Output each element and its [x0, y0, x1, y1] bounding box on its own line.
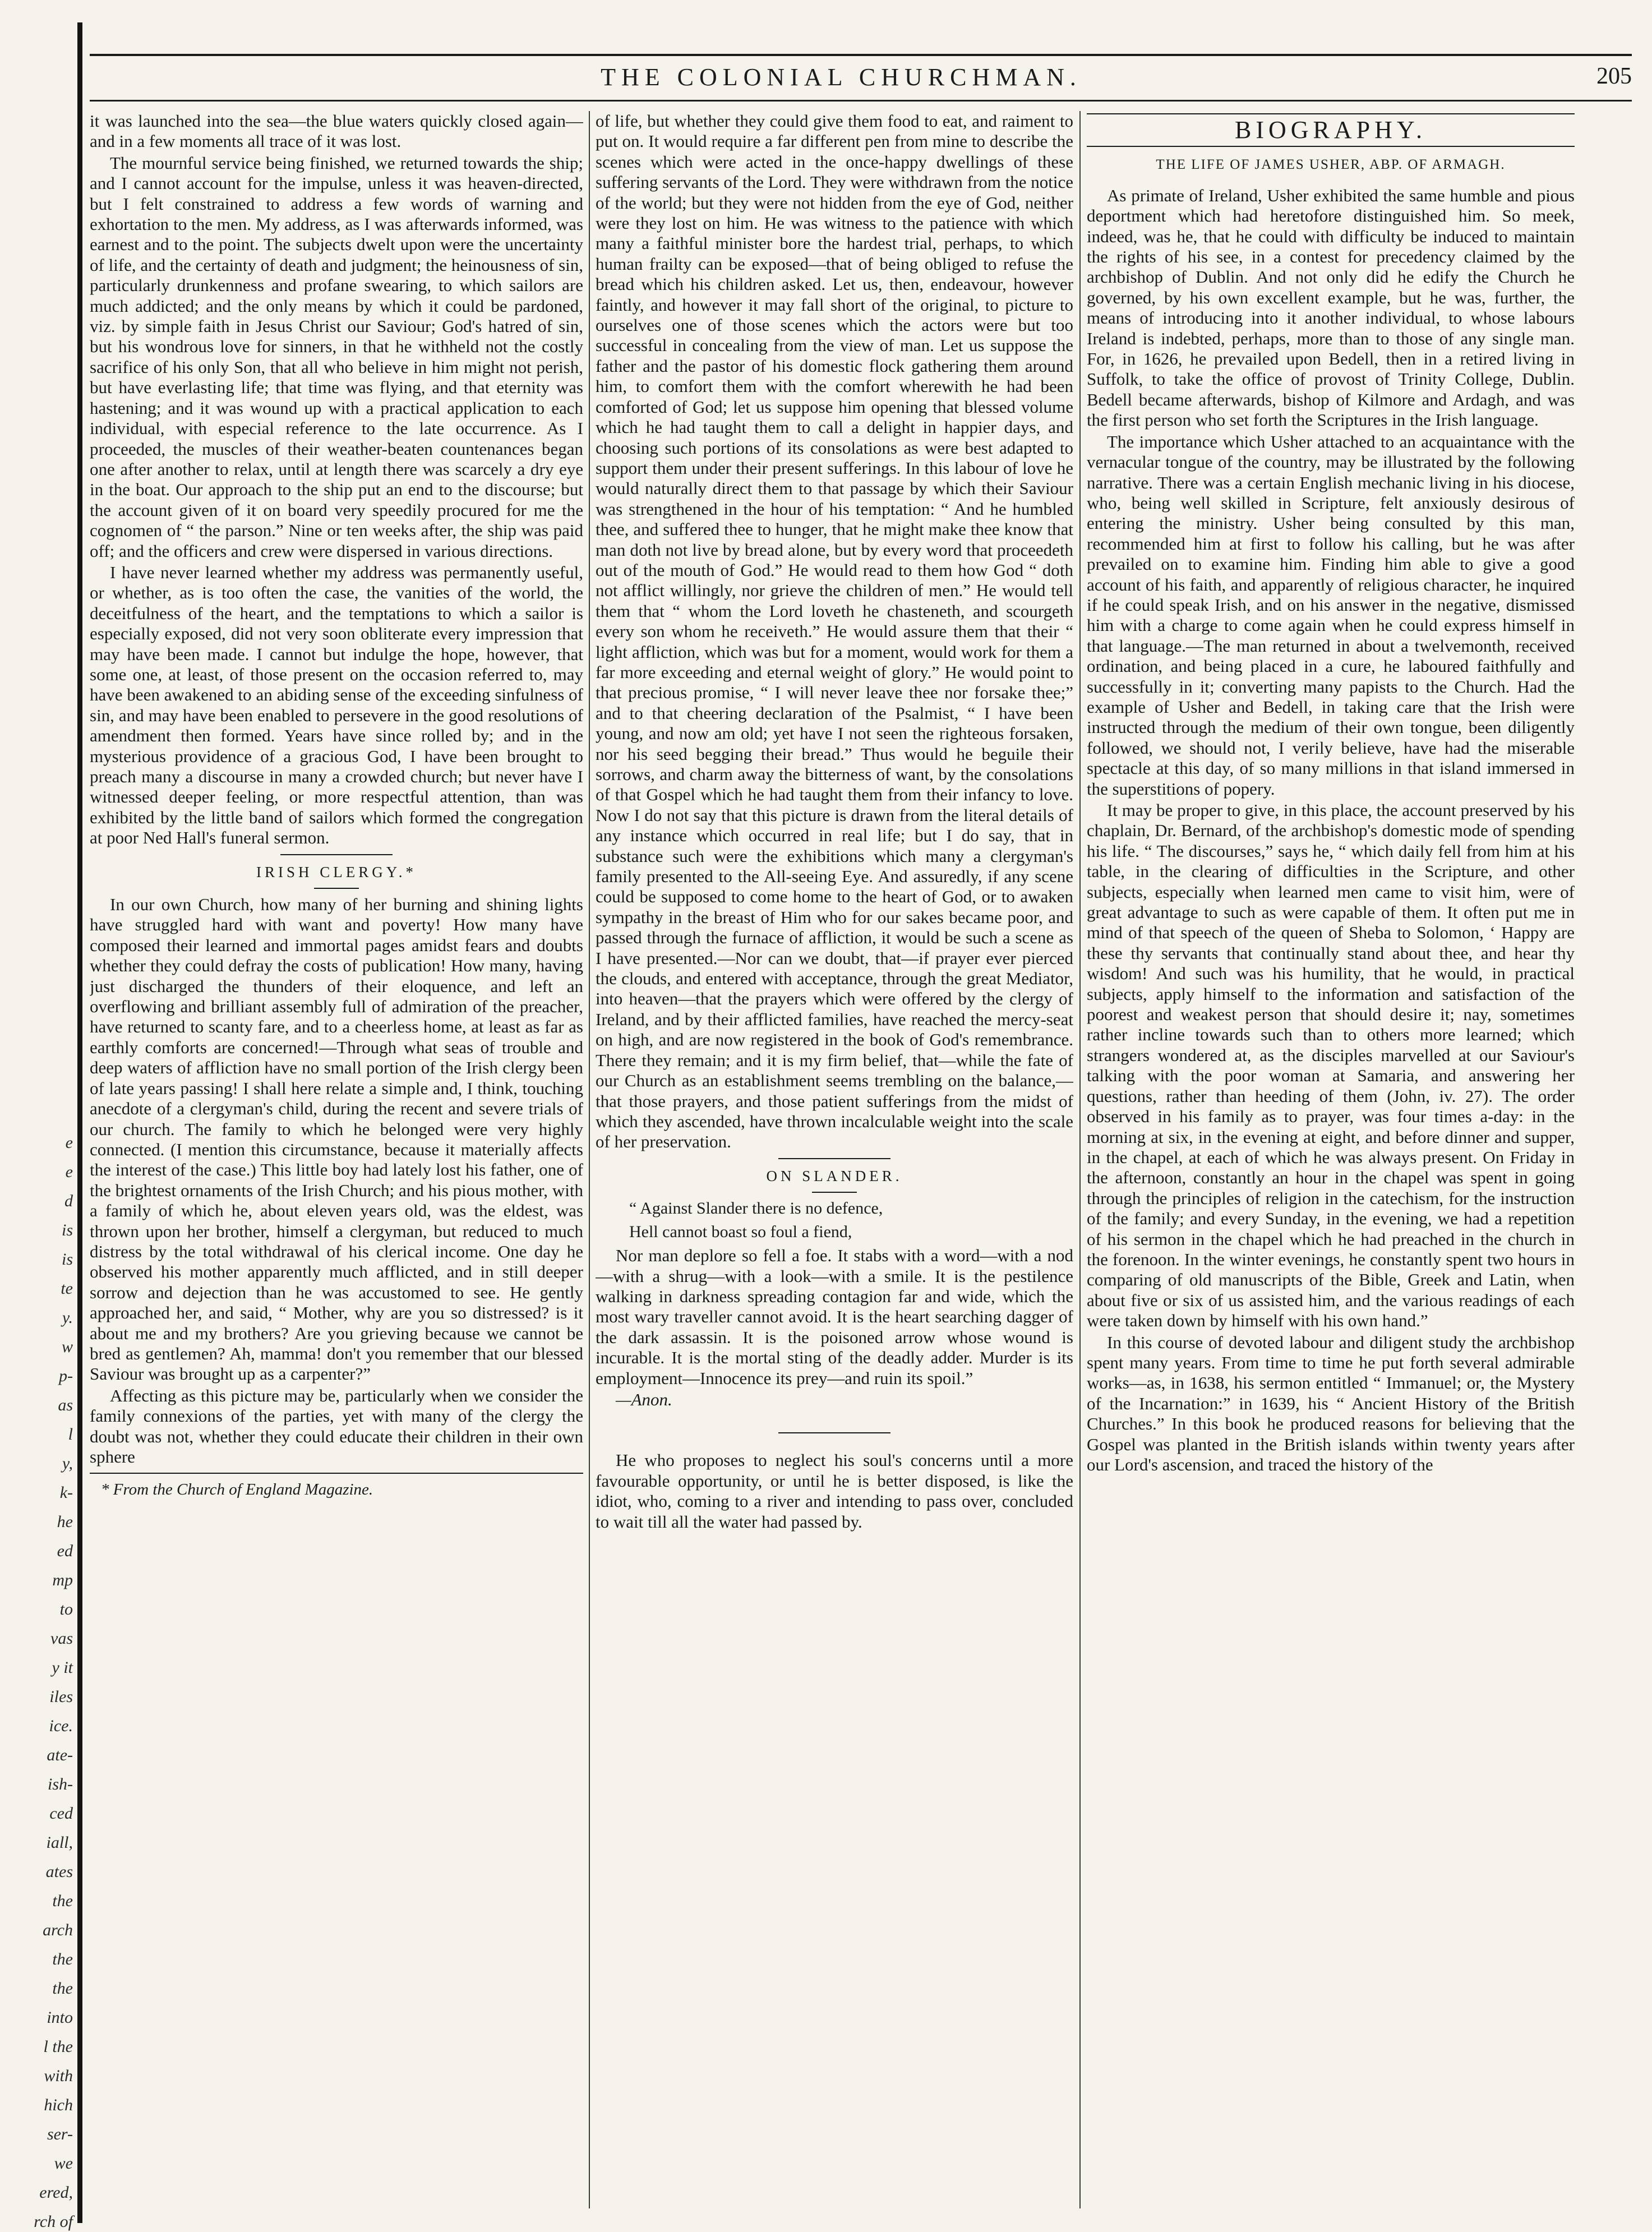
section-divider [778, 1158, 890, 1159]
margin-fragment: is [61, 1250, 73, 1269]
paragraph: He who proposes to neglect his soul's concerns until a more favourable opportunity, or until he is better disposed, is like the idiot, who, coming to a river and intending to pass over, concluded to wait till all the water had passed by. [596, 1450, 1073, 1532]
margin-fragment: ser- [47, 2125, 73, 2143]
paragraph: In our own Church, how many of her burning and shining lights have struggled hard with want and poverty! How many have composed their learned and immortal pages amidst fears and doubts whether they could defray the costs of publication! How many, having just discharged the thunders of their eloquence, and left an overflowing and brilliant assembly full of admiration of the preacher, have returned to scanty fare, and to a cheerless home, at least as far as earthly comforts are concerned!—Through what seas of trouble and deep waters of affliction have no small portion of the Irish clergy been of late years passing! I shall here relate a simple and, I think, touching anecdote of a clergyman's child, during the recent and severe trials of our church. The family to which he belonged were very highly connected. (I mention this circumstance, because it materially affects the interest of the case.) This little boy had lately lost his father, one of the brightest ornaments of the Irish Church; and his pious mother, with a family of which he, about eleven years old, was the eldest, was thrown upon her brother, himself a clergyman, but reduced to much distress by the total withdrawal of his clerical income. One day he observed his mother apparently much afflicted, and in still deeper sorrow and dejection than he was accustomed to see. He gently approached her, and said, “ Mother, why are you so distressed? is it about me and my brothers? Are you grieving because we cannot be bred as gentlemen? Ah, mamma! don't you remember that our blessed Saviour was brought up as a carpenter?” [90, 894, 583, 1384]
biography-title: BIOGRAPHY. [1234, 116, 1427, 144]
margin-fragment: rch of [34, 2212, 73, 2231]
margin-fragment: is [61, 1221, 73, 1239]
poem-line: “ Against Slander there is no defence, [629, 1199, 883, 1218]
margin-fragment: ced [49, 1804, 73, 1823]
header-top-rule [90, 54, 1632, 56]
margin-fragment: hich [44, 2096, 73, 2114]
margin-fragment: te [61, 1279, 73, 1298]
section-divider [812, 1192, 857, 1193]
margin-fragment: iall, [46, 1833, 73, 1852]
margin-fragment: ates [45, 1862, 73, 1881]
paragraph: Nor man deplore so fell a foe. It stabs with a word—with a nod—with a shrug—with a look—with a smile. It is the pestilence walking in darkness spreading contagion far and wide, which the most wary traveller cannot avoid. It is the heart searching dagger of the dark assassin. It is the poisoned arrow whose wound is incurable. It is the mortal sting of the deadly adder. Murder is its employment—Innocence its prey—and ruin its spoil.” [596, 1246, 1073, 1388]
margin-fragment: d [64, 1192, 73, 1210]
paragraph: it was launched into the sea—the blue waters quickly closed again—and in a few moments all trace of it was lost. [90, 111, 583, 151]
attribution: —Anon. [616, 1389, 672, 1409]
paragraph: In this course of devoted labour and diligent study the archbishop spent many years. From time to time he put forth several admirable works—as, in 1638, his sermon entitled “ Immanuel; or, the Mystery of the Incarnation:” in 1639, his “ Ancient History of the British Churches.” In this book he produced reasons for believing that the Gospel was planted in the British islands within twenty years after our Lord's ascension, and traced the history of the [1087, 1332, 1575, 1474]
margin-fragment: y it [52, 1658, 73, 1677]
margin-fragment: mp [52, 1571, 73, 1589]
margin-fragment: l the [43, 2037, 73, 2056]
section-title-on-slander: ON SLANDER. [766, 1167, 903, 1184]
margin-fragment: y, [62, 1454, 73, 1473]
header-bottom-rule [90, 100, 1632, 102]
biography-subtitle: THE LIFE OF JAMES USHER, ABP. OF ARMAGH. [1156, 157, 1506, 173]
masthead-title: THE COLONIAL CHURCHMAN. [601, 63, 1082, 91]
paragraph: The mournful service being finished, we returned towards the ship; and I cannot account for the impulse, unless it was heaven-directed, but I felt constrained to address a few words of warning and exhortation to the men. My address, as I was afterwards informed, was earnest and to the point. The subjects dwelt upon were the uncertainty of life, and the certainty of death and judgment; the heinousness of sin, particularly drunkenness and profane swearing, to which sailors are much addicted; and the only means by which it could be pardoned, viz. by simple faith in Jesus Christ our Saviour; God's hatred of sin, but his wondrous love for sinners, in that he withheld not the costly sacrifice of his only Son, that all who believe in him might not perish, but have everlasting life; that time was flying, and that eternity was hastening; and it was wound up with a practical application to each individual, with especial reference to the late occurrence. As I proceeded, the muscles of their weather-beaten countenances began one after another to relax, until at length there was scarcely a dry eye in the boat. Our approach to the ship put an end to the discourse; but the account given of it on board very speedily procured for me the cognomen of “ the parson.” Nine or ten weeks after, the ship was paid off; and the officers and crew were dispersed in various directions. [90, 153, 583, 561]
paragraph: of life, but whether they could give them food to eat, and raiment to put on. It would require a far different pen from mine to describe the scenes which were acted in the once-happy dwellings of these suffering servants of the Lord. They were withdrawn from the notice of the world; but they were not hidden from the eye of God, neither were they lost on him. He was witness to the patience with which many a faithful minister bore the hardest trial, perhaps, to which human frailty can be exposed—that of being obliged to refuse the bread which his children asked. Let us, then, endeavour, however faintly, and however it may fall short of the original, to picture to ourselves one of those scenes which the actors were but too successful in concealing from the view of man. Let us suppose the father and the pastor of his domestic flock gathering them around him, to comfort them with the comfort wherewith he had been comforted of God; let us suppose him opening that blessed volume which he had taught them to call a delight in happier days, and choosing such portions of its consolations as were best adapted to support them under their present sufferings. In this labour of love he would naturally direct them to that passage by which their Saviour was strengthened in the hour of his temptation: “ And he humbled thee, and suffered thee to hunger, that he might make thee know that man doth not live by bread alone, but by every word that proceedeth out of the mouth of God.” He would read to them how God “ doth not afflict willingly, nor grieve the children of men.” He would tell them that “ whom the Lord loveth he chasteneth, and scourgeth every son whom he receiveth.” He would assure them that their “ light affliction, which was but for a moment, would work for them a far more exceeding and eternal weight of glory.” He would point to that precious promise, “ I will never leave thee nor forsake thee;” and to that cheering declaration of the Psalmist, “ I have been young, and now am old; yet have I not seen the righteous forsaken, nor his seed begging their bread.” Thus would he beguile their sorrows, and charm away the bitterness of want, by the consolations of that Gospel which he had taught them from their infancy to love. Now I do not say that this picture is drawn from the literal details of any instance which occurred in real life; but I do say, that in substance such were the exhibitions which many a clergyman's family presented to the All-seeing Eye. And assuredly, if any scene could be supposed to come home to the heart of God, or to awaken sympathy in the breast of Him who for our sakes became poor, and passed through the furnace of affliction, it would be such a scene as I have presented.—Nor can we doubt, that—if prayer ever pierced the clouds, and entered with acceptance, through the great Mediator, into heaven—that the prayers which were offered by the clergy of Ireland, and by their afflicted families, have reached the mercy-seat on high, and are now registered in the book of God's remembrance. There they remain; and it is my firm belief, that—while the fate of our Church as an establishment seems trembling on the balance,—that those prayers, and those patient sufferings from the midst of which they ascended, have thrown incalculable weight into the scale of her preservation. [596, 111, 1073, 1152]
section-divider [280, 854, 393, 855]
margin-fragment: y. [62, 1308, 73, 1327]
margin-fragment: ish- [48, 1775, 73, 1793]
margin-fragment: we [54, 2154, 73, 2173]
margin-fragment: ice. [49, 1717, 73, 1735]
margin-fragment: p- [59, 1367, 73, 1385]
margin-fragment: ate- [47, 1746, 73, 1764]
margin-fragment: iles [49, 1687, 73, 1706]
margin-fragment: k- [59, 1483, 73, 1502]
paragraph: As primate of Ireland, Usher exhibited the same humble and pious deportment which had heretofore distinguished him. So meek, indeed, was he, that he could with difficulty be induced to maintain the rights of his see, in a contest for precedency claimed by the archbishop of Dublin. And not only did he edify the Church he governed, by his own excellent example, but he was, further, the means of introducing into it another individual, to whose labours Ireland is indebted, perhaps, more than to those of any single man. For, in 1626, he prevailed upon Bedell, then in a retired living in Suffolk, to take the office of provost of Trinity College, Dublin. Bedell became afterwards, bishop of Kilmore and Ardagh, and was the first person who set forth the Scriptures in the Irish language. [1087, 185, 1575, 430]
poem-line: Hell cannot boast so foul a fiend, [629, 1223, 852, 1242]
footnote: * From the Church of England Magazine. [101, 1481, 373, 1499]
margin-fragment: to [59, 1600, 73, 1618]
paragraph: I have never learned whether my address was permanently useful, or whether, as is too often the case, the vanities of the world, the deceitfulness of the heart, and the temptations to which a sailor is especially exposed, did not very soon obliterate every impression that may have been made. I cannot but indulge the hope, however, that some one, at least, of those present on the occasion referred to, may have been awakened to an abiding sense of the exceeding sinfulness of sin, and may have been enabled to persevere in the good resolutions of amendment then formed. Years have since rolled by; and in the mysterious providence of a gracious God, I have been brought to preach many a discourse in many a crowded church; but never have I witnessed deeper feeling, or more respectful attention, than was exhibited by the little band of sailors which formed the congregation at poor Ned Hall's funeral sermon. [90, 562, 583, 848]
column-1 [90, 111, 583, 2208]
column-divider-1 [589, 111, 590, 2208]
margin-fragment: e [65, 1133, 73, 1152]
section-divider [778, 1432, 890, 1433]
margin-fragment: vas [50, 1629, 73, 1648]
margin-fragment: he [57, 1512, 73, 1531]
margin-fragment: arch [43, 1921, 73, 1939]
paragraph: Affecting as this picture may be, particularly when we consider the family connexions of the parties, yet with many of the clergy the doubt was not, whether they could educate their children in their own sphere [90, 1385, 583, 1467]
margin-fragment: with [44, 2067, 73, 2085]
margin-fragment: ered, [39, 2183, 73, 2202]
margin-fragment: e [65, 1163, 73, 1181]
column-3 [1087, 111, 1575, 2208]
section-title-irish-clergy: IRISH CLERGY.* [256, 863, 417, 880]
margin-fragment: the [52, 1892, 73, 1910]
margin-fragment: the [52, 1979, 73, 1998]
binding-edge [77, 22, 82, 2223]
biography-top-rule [1087, 113, 1575, 114]
margin-fragment: as [58, 1396, 73, 1414]
margin-fragment: ed [57, 1542, 73, 1560]
footnote-rule [90, 1473, 583, 1474]
margin-fragment: l [68, 1425, 73, 1444]
column-divider-2 [1079, 111, 1081, 2208]
paragraph: It may be proper to give, in this place, the account preserved by his chaplain, Dr. Bernard, of the archbishop's domestic mode of spending his life. “ The discourses,” says he, “ which daily fell from him at his table, in the clearing of difficulties in the Scripture, and other subjects, especially when learned men came to visit him, were of great advantage to such as were capable of them. It often put me in mind of that speech of the queen of Sheba to Solomon, ‘ Happy are these thy servants that continually stand about thee, and hear thy wisdom! And such was his humility, that he would, in practical subjects, apply himself to the information and satisfaction of the poorest and weakest person that should desire it; nay, sometimes rather incline towards such than to others more learned; which strangers wondered at, as the disciples marvelled at our Saviour's talking with the poor woman at Samaria, and answering her questions, rather than heeding of them (John, iv. 27). The order observed in his family as to prayer, was four times a-day: in the morning at six, in the evening at eight, and before dinner and supper, in the chapel, at each of which he was always present. On Friday in the afternoon, constantly an hour in the chapel was spent in going through the principles of religion in the catechism, for the instruction of the family; and every Sunday, in the evening, we had a repetition of his sermon in the chapel which he had preached in the church in the forenoon. In the winter evenings, he constantly spent two hours in comparing of old manuscripts of the Bible, Greek and Latin, when about five or six of us assisted him, and the various readings of each were taken down by himself with his own hand.” [1087, 800, 1575, 1331]
biography-title-rule [1087, 146, 1575, 147]
paragraph: The importance which Usher attached to an acquaintance with the vernacular tongue of the country, may be illustrated by the following narrative. There was a certain English mechanic living in his diocese, who, being well skilled in Scripture, felt anxiously desirous of entering the ministry. Usher being consulted by this man, recommended him at first to follow his calling, but he was after prevailed on to examine him. Finding him able to give a good account of his faith, and apparently of religious character, he inquired if he could speak Irish, and on his answer in the negative, dismissed him with a charge to come again when he could express himself in that language.—The man returned in about a twelvemonth, received ordination, and being placed in a cure, he laboured faithfully and successfully in it; converting many papists to the Church. Had the example of Usher and Bedell, in taking care that the Irish were instructed through the medium of their own tongue, been diligently followed, we should not, I verily believe, have had the miserable spectacle at this day, of so many millions in that island immersed in the superstitions of popery. [1087, 431, 1575, 799]
margin-fragment: w [61, 1338, 73, 1356]
column-2 [596, 111, 1073, 2208]
margin-fragment: the [52, 1950, 73, 1968]
page-number: 205 [1596, 63, 1632, 89]
margin-fragment: into [47, 2008, 73, 2027]
section-divider [314, 888, 359, 889]
